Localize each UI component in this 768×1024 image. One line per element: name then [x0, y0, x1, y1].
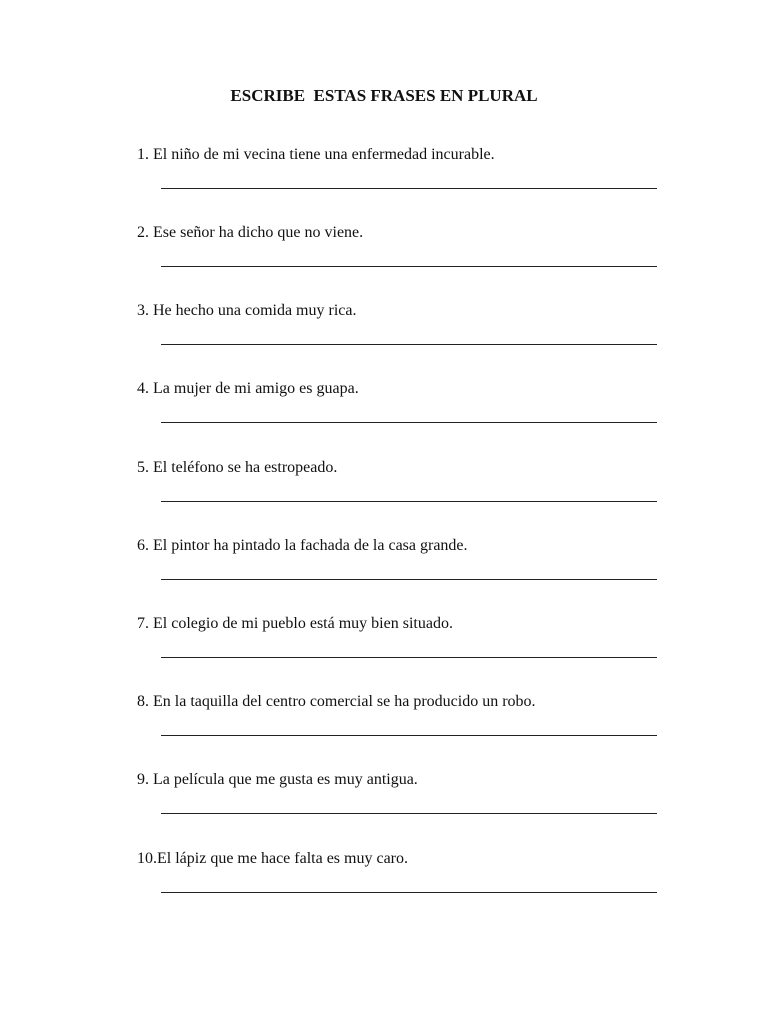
exercise-sentence: 3. He hecho una comida muy rica. [137, 302, 357, 319]
exercise-sentence: 10.El lápiz que me hace falta es muy caro. [137, 850, 408, 867]
exercise-item [137, 146, 697, 216]
exercise-sentence: 9. La película que me gusta es muy antigua. [137, 771, 418, 788]
answer-line [161, 657, 657, 658]
exercise-sentence: 1. El niño de mi vecina tiene una enfermedad incurable. [137, 146, 495, 163]
exercise-item [137, 380, 697, 450]
answer-line [161, 344, 657, 345]
answer-line [161, 579, 657, 580]
worksheet-title: ESCRIBE ESTAS FRASES EN PLURAL [230, 86, 538, 105]
exercise-item [137, 771, 697, 841]
exercise-sentence: 5. El teléfono se ha estropeado. [137, 459, 338, 476]
answer-line [161, 813, 657, 814]
answer-line [161, 892, 657, 893]
exercise-item [137, 224, 697, 294]
exercise-sentence: 2. Ese señor ha dicho que no viene. [137, 224, 364, 241]
exercise-sentence: 4. La mujer de mi amigo es guapa. [137, 380, 359, 397]
answer-line [161, 422, 657, 423]
answer-line [161, 188, 657, 189]
answer-line [161, 266, 657, 267]
exercise-item [137, 615, 697, 685]
exercise-sentence: 6. El pintor ha pintado la fachada de la casa grande. [137, 537, 468, 554]
exercise-item [137, 302, 697, 372]
answer-line [161, 735, 657, 736]
exercise-sentence: 8. En la taquilla del centro comercial se ha producido un robo. [137, 693, 536, 710]
exercise-item [137, 850, 697, 920]
exercise-sentence: 7. El colegio de mi pueblo está muy bien situado. [137, 615, 453, 632]
exercise-item [137, 459, 697, 529]
answer-line [161, 501, 657, 502]
exercise-item [137, 537, 697, 607]
exercise-item [137, 693, 697, 763]
